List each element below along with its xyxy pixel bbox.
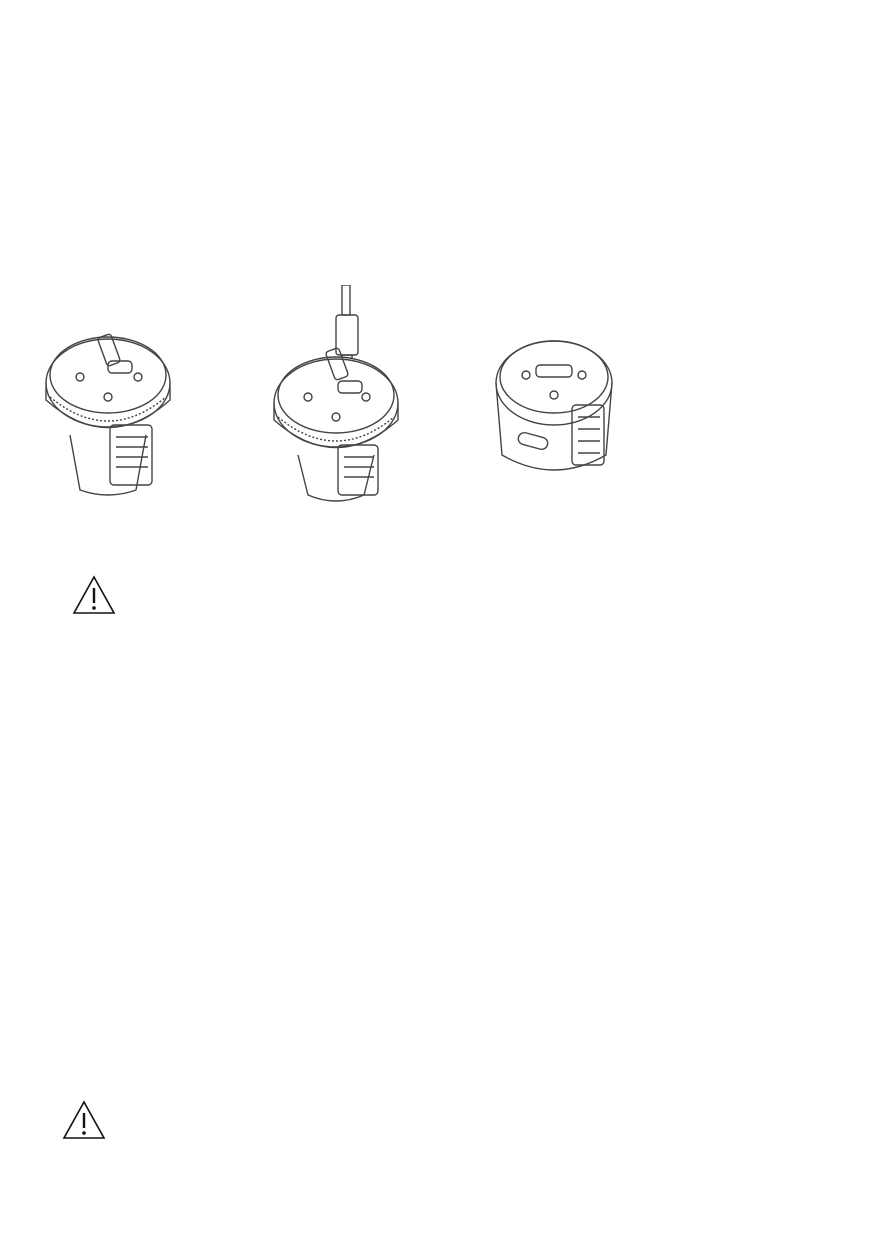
figure-5-illustration <box>40 285 660 515</box>
warning-triangle-icon <box>62 1100 106 1140</box>
device-1-illustration <box>46 334 170 495</box>
warning-triangle-icon <box>72 575 116 615</box>
device-2-illustration <box>274 285 398 501</box>
device-3-illustration <box>496 341 612 470</box>
